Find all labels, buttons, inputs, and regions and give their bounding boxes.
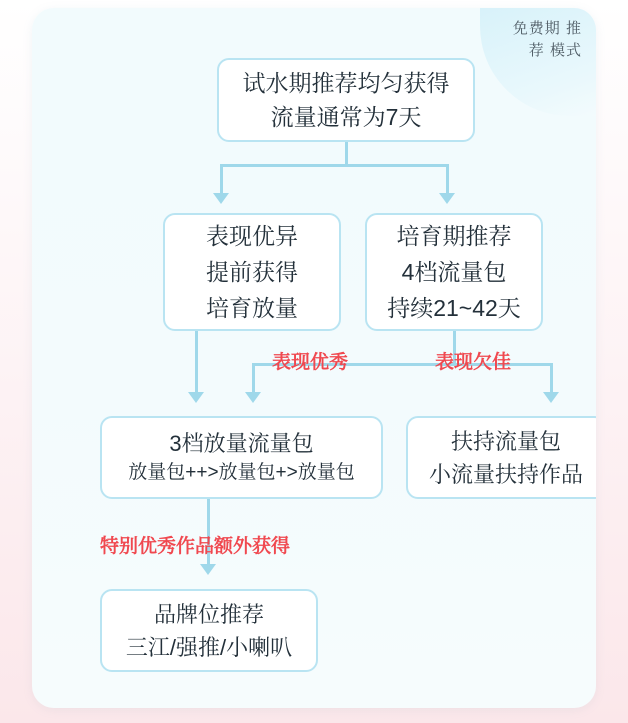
node-trial-period-line-2: 流量通常为7天 (270, 104, 422, 130)
arrow-good-to-3tier (245, 392, 261, 403)
node-brand-slot-recommendation (100, 589, 318, 672)
node-excellent-performance-line-1: 表现优异 (206, 223, 298, 249)
node-trial-period (217, 58, 475, 142)
edge-bus-to-right (446, 164, 449, 194)
arrow-bad-to-support (543, 392, 559, 403)
edge-root-down (345, 142, 348, 164)
node-support-traffic-package-line-2: 小流量扶持作品 (428, 461, 583, 487)
mode-badge-line-3: 模式 (549, 42, 582, 59)
edge-bus-to-left (220, 164, 223, 194)
mode-badge (480, 8, 596, 116)
mode-badge-text (510, 18, 582, 62)
label-extra-reward: 特别优秀作品额外获得 (100, 536, 291, 557)
node-3tier-traffic-package-line-1: 3档放量流量包 (169, 431, 314, 456)
edge-good-branch-down (252, 363, 255, 393)
node-brand-slot-line-2: 三江/强推/小喇叭 (125, 634, 293, 660)
node-excellent-performance (163, 213, 341, 331)
node-incubation-period (365, 213, 543, 331)
node-3tier-traffic-package (100, 416, 383, 499)
node-support-traffic-package (406, 416, 596, 499)
arrow-3tier-to-brand (200, 564, 216, 575)
node-brand-slot-line-1: 品牌位推荐 (153, 601, 264, 627)
node-trial-period-line-1: 试水期推荐均匀获得 (242, 70, 450, 96)
mode-badge-line-1: 免费期 (512, 20, 561, 37)
flowchart-card (32, 8, 596, 708)
edge-split-bus (220, 164, 448, 167)
node-excellent-performance-line-3: 培育放量 (206, 295, 298, 321)
arrow-to-right-node (439, 193, 455, 204)
node-incubation-period-line-2: 4档流量包 (401, 259, 507, 285)
node-support-traffic-package-line-1: 扶持流量包 (450, 428, 561, 454)
edge-left-node-down (195, 331, 198, 393)
edge-bad-branch-down (550, 363, 553, 393)
node-excellent-performance-line-2: 提前获得 (206, 259, 298, 285)
label-good-performance: 表现优秀 (272, 352, 349, 373)
label-poor-performance: 表现欠佳 (435, 352, 512, 373)
node-3tier-traffic-package-line-2: 放量包++>放量包+>放量包 (128, 462, 355, 483)
arrow-left-node-to-3tier (188, 392, 204, 403)
mode-badge-line-2: 推荐 (528, 20, 582, 59)
arrow-to-left-node (213, 193, 229, 204)
node-incubation-period-line-3: 持续21~42天 (387, 295, 521, 321)
node-incubation-period-line-1: 培育期推荐 (396, 223, 512, 249)
